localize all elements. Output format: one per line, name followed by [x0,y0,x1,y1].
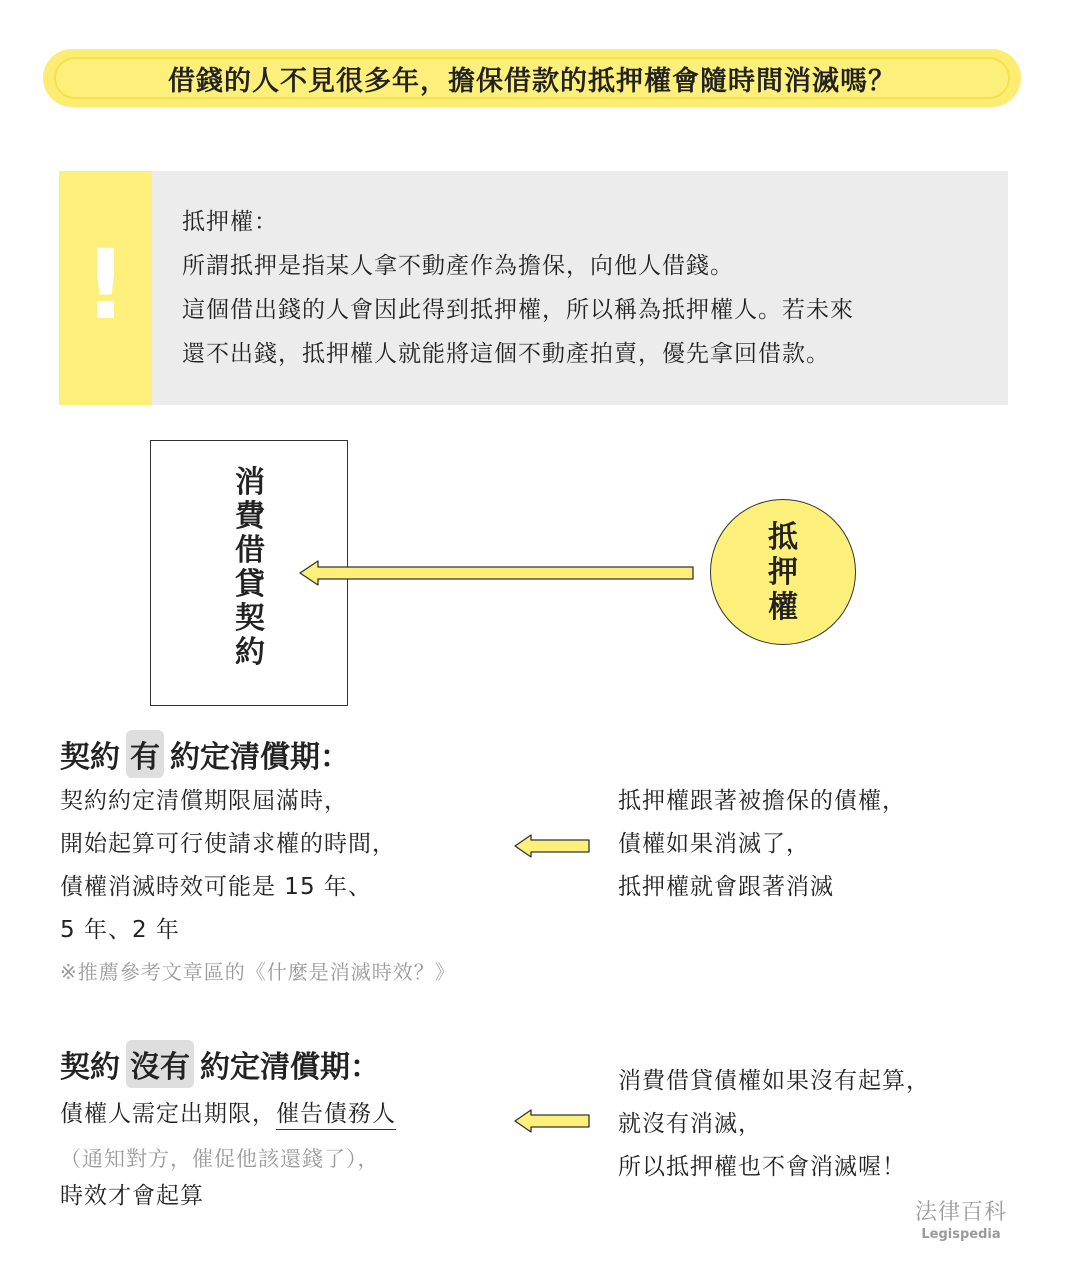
section1-heading-post: 約定清償期： [170,740,350,775]
brand-logo-subtext: Legispedia [921,1227,1001,1242]
section2-heading-pre: 契約 [60,1050,120,1085]
section1-left-text [60,780,396,952]
contract-char: 借 [235,533,265,568]
mortgage-char: 押 [768,555,798,590]
section1-right-line: 抵押權就會跟著消滅 [618,874,834,900]
section1-note: ※推薦參考文章區的《什麼是消滅時效？》 [60,960,456,984]
section1-arrow-icon [515,835,589,857]
title-banner [46,52,1018,104]
contract-char: 貸 [235,567,265,602]
main-arrow-icon [300,561,693,585]
mortgage-label [758,520,808,625]
section1-left-line: 契約約定清償期限屆滿時， [60,788,348,814]
section2-right-line: 就沒有消滅， [618,1111,762,1137]
section2-right-text [618,1060,930,1189]
section1-heading [60,730,350,778]
page-title: 借錢的人不見很多年，擔保借款的抵押權會隨時間消滅嗎？ [54,57,1010,99]
definition-line: 這個借出錢的人會因此得到抵押權，所以稱為抵押權人。若未來 [182,297,854,323]
definition-line: 還不出錢，抵押權人就能將這個不動產拍賣，優先拿回借款。 [182,341,830,367]
contract-char: 契 [235,601,265,636]
section1-left-line: 債權消滅時效可能是 15 年、 [60,874,372,900]
section2-heading-post: 約定清償期： [200,1050,380,1085]
section2-right-line: 所以抵押權也不會消滅喔！ [618,1154,906,1180]
section2-arrow-icon [515,1110,589,1132]
section1-right-text [618,780,906,909]
section2-heading [60,1040,380,1088]
section2-underlined-text: 催告債務人 [276,1101,396,1130]
definition-line: 所謂抵押是指某人拿不動產作為擔保，向他人借錢。 [182,253,734,279]
contract-label [225,466,275,670]
section2-note: （通知對方，催促他該還錢了）， [60,1147,380,1171]
section1-right-line: 債權如果消滅了， [618,831,810,857]
section2-heading-highlight: 沒有 [126,1040,194,1088]
mortgage-char: 權 [768,590,798,625]
section1-heading-highlight: 有 [126,730,164,778]
exclamation-icon: ! [83,229,128,341]
section2-left-line1 [60,1093,396,1136]
contract-char: 約 [235,635,265,670]
mortgage-char: 抵 [768,520,798,555]
brand-logo-text: 法律百科 [914,1200,1007,1225]
contract-char: 費 [235,499,265,534]
section2-left-text: 債權人需定出期限， [60,1101,276,1127]
definition-heading: 抵押權： [182,209,278,235]
contract-char: 消 [235,465,265,500]
section1-heading-pre: 契約 [60,740,120,775]
section1-left-line: 開始起算可行使請求權的時間， [60,831,396,857]
section2-right-line: 消費借貸債權如果沒有起算， [618,1068,930,1094]
section1-right-line: 抵押權跟著被擔保的債權， [618,788,906,814]
section1-left-line: 5 年、2 年 [60,917,180,943]
section2-left-line3: 時效才會起算 [60,1183,204,1209]
definition-text [182,200,992,376]
